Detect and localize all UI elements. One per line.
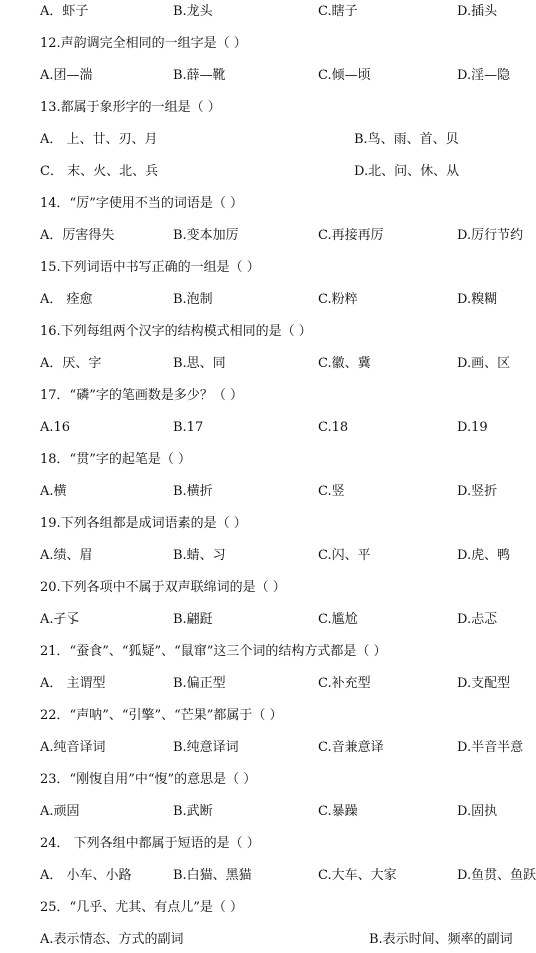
option-c: C.尴尬 xyxy=(318,612,358,627)
option-c: C.音兼意译 xyxy=(318,740,384,755)
option-b: D.北、问、休、从 xyxy=(354,164,460,179)
question-text: 15.下列词语中书写正确的一组是（ ） xyxy=(40,260,260,275)
question-line xyxy=(0,258,536,278)
options-line xyxy=(0,610,536,630)
question-line xyxy=(0,450,536,470)
option-b: B.变本加厉 xyxy=(173,228,239,243)
options-line xyxy=(0,66,536,86)
question-text: 12.声韵调完全相同的一组字是（ ） xyxy=(40,36,247,51)
option-d: D.插头 xyxy=(457,4,498,19)
option-a: A． 主谓型 xyxy=(40,676,106,691)
option-b: B.白猫、黑猫 xyxy=(173,868,252,883)
option-a: A． 痊愈 xyxy=(40,292,93,307)
option-a: A.团—湍 xyxy=(40,68,93,83)
options-line xyxy=(0,802,536,822)
options-line xyxy=(0,482,536,502)
option-a: A.纯音译词 xyxy=(40,740,106,755)
option-d: D.厉行节约 xyxy=(457,228,524,243)
options-line xyxy=(0,866,536,886)
question-line xyxy=(0,386,536,406)
option-b: B.思、同 xyxy=(173,356,226,371)
question-text: 13.都属于象形字的一组是（ ） xyxy=(40,100,221,115)
option-b: B.龙头 xyxy=(173,4,213,19)
option-c: C.大车、大家 xyxy=(318,868,397,883)
question-text: 21．“蚕食”、“狐疑”、“鼠窜”这三个词的结构方式都是（ ） xyxy=(40,644,387,659)
option-a: C． 末、火、北、兵 xyxy=(40,164,159,179)
option-b: B.表示时间、频率的副词 xyxy=(369,932,513,947)
option-d: D.糗糊 xyxy=(457,292,498,307)
option-a: A． 上、廿、刃、月 xyxy=(40,132,158,147)
question-line xyxy=(0,34,536,54)
question-line xyxy=(0,98,536,118)
option-a: A.绩、眉 xyxy=(40,548,93,563)
option-c: C.徽、冀 xyxy=(318,356,371,371)
option-c: C.粉粹 xyxy=(318,292,358,307)
option-a: A.顽固 xyxy=(40,804,80,819)
question-line xyxy=(0,706,536,726)
option-c: C.瞎子 xyxy=(318,4,358,19)
option-c: C.竖 xyxy=(318,484,345,499)
option-b: B.偏正型 xyxy=(173,676,226,691)
question-text: 24． 下列各组中都属于短语的是（ ） xyxy=(40,836,260,851)
option-b: B.翩跹 xyxy=(173,612,213,627)
option-d: D.忐忑 xyxy=(457,612,498,627)
question-line xyxy=(0,770,536,790)
options-line xyxy=(0,674,536,694)
question-line xyxy=(0,834,536,854)
option-d: D.固执 xyxy=(457,804,498,819)
options-line xyxy=(0,354,536,374)
question-text: 25．“几乎、尤其、有点儿”是（ ） xyxy=(40,900,243,915)
option-d: D.虎、鸭 xyxy=(457,548,511,563)
option-b: B.鸟、雨、首、贝 xyxy=(354,132,459,147)
option-a: A．厌、字 xyxy=(40,356,102,371)
question-line xyxy=(0,194,536,214)
option-b: B.17 xyxy=(173,420,204,435)
option-c: C.暴躁 xyxy=(318,804,358,819)
option-b: B.薛—靴 xyxy=(173,68,226,83)
options-line xyxy=(0,2,536,22)
option-d: D.画、区 xyxy=(457,356,511,371)
option-d: D.淫—隐 xyxy=(457,68,511,83)
option-c: C.倾—顷 xyxy=(318,68,371,83)
option-b: B.纯意译词 xyxy=(173,740,239,755)
question-text: 20.下列各项中不属于双声联绵词的是（ ） xyxy=(40,580,286,595)
option-d: D.竖折 xyxy=(457,484,498,499)
option-a: A.横 xyxy=(40,484,67,499)
question-line xyxy=(0,642,536,662)
option-a: A.表示情态、方式的副词 xyxy=(40,932,184,947)
question-line xyxy=(0,898,536,918)
question-line xyxy=(0,578,536,598)
options-line xyxy=(0,738,536,758)
options-line xyxy=(0,226,536,246)
option-a: A.16 xyxy=(40,420,71,435)
option-d: D.鱼贯、鱼跃 xyxy=(457,868,536,883)
option-d: D.支配型 xyxy=(457,676,511,691)
option-a: A． 小车、小路 xyxy=(40,868,132,883)
option-d: D.半音半意 xyxy=(457,740,524,755)
options-line xyxy=(0,930,536,950)
question-line xyxy=(0,322,536,342)
options-line xyxy=(0,290,536,310)
option-c: C.再接再厉 xyxy=(318,228,384,243)
option-c: C.补充型 xyxy=(318,676,371,691)
options-line xyxy=(0,418,536,438)
option-a: A．虾子 xyxy=(40,4,89,19)
option-c: C.18 xyxy=(318,420,349,435)
options-line xyxy=(0,546,536,566)
question-text: 23．“刚愎自用”中“愎”的意思是（ ） xyxy=(40,772,257,787)
option-b: B.横折 xyxy=(173,484,213,499)
option-a: A.孑孓 xyxy=(40,612,80,627)
question-text: 17．“磷”字的笔画数是多少？（ ） xyxy=(40,388,243,403)
option-a: A．厉害得失 xyxy=(40,228,115,243)
question-text: 16.下列每组两个汉字的结构模式相同的是（ ） xyxy=(40,324,312,339)
option-d: D.19 xyxy=(457,420,488,435)
option-b: B.泡制 xyxy=(173,292,213,307)
options-line xyxy=(0,130,536,150)
option-b: B.蜻、习 xyxy=(173,548,226,563)
option-b: B.武断 xyxy=(173,804,213,819)
question-text: 19.下列各组都是成词语素的是（ ） xyxy=(40,516,247,531)
option-c: C.闪、平 xyxy=(318,548,371,563)
question-text: 14．“厉”字使用不当的词语是（ ） xyxy=(40,196,243,211)
question-text: 22．“声呐”、“引擎”、“芒果”都属于（ ） xyxy=(40,708,283,723)
options-line xyxy=(0,162,536,182)
question-line xyxy=(0,514,536,534)
question-text: 18．“贯”字的起笔是（ ） xyxy=(40,452,191,467)
